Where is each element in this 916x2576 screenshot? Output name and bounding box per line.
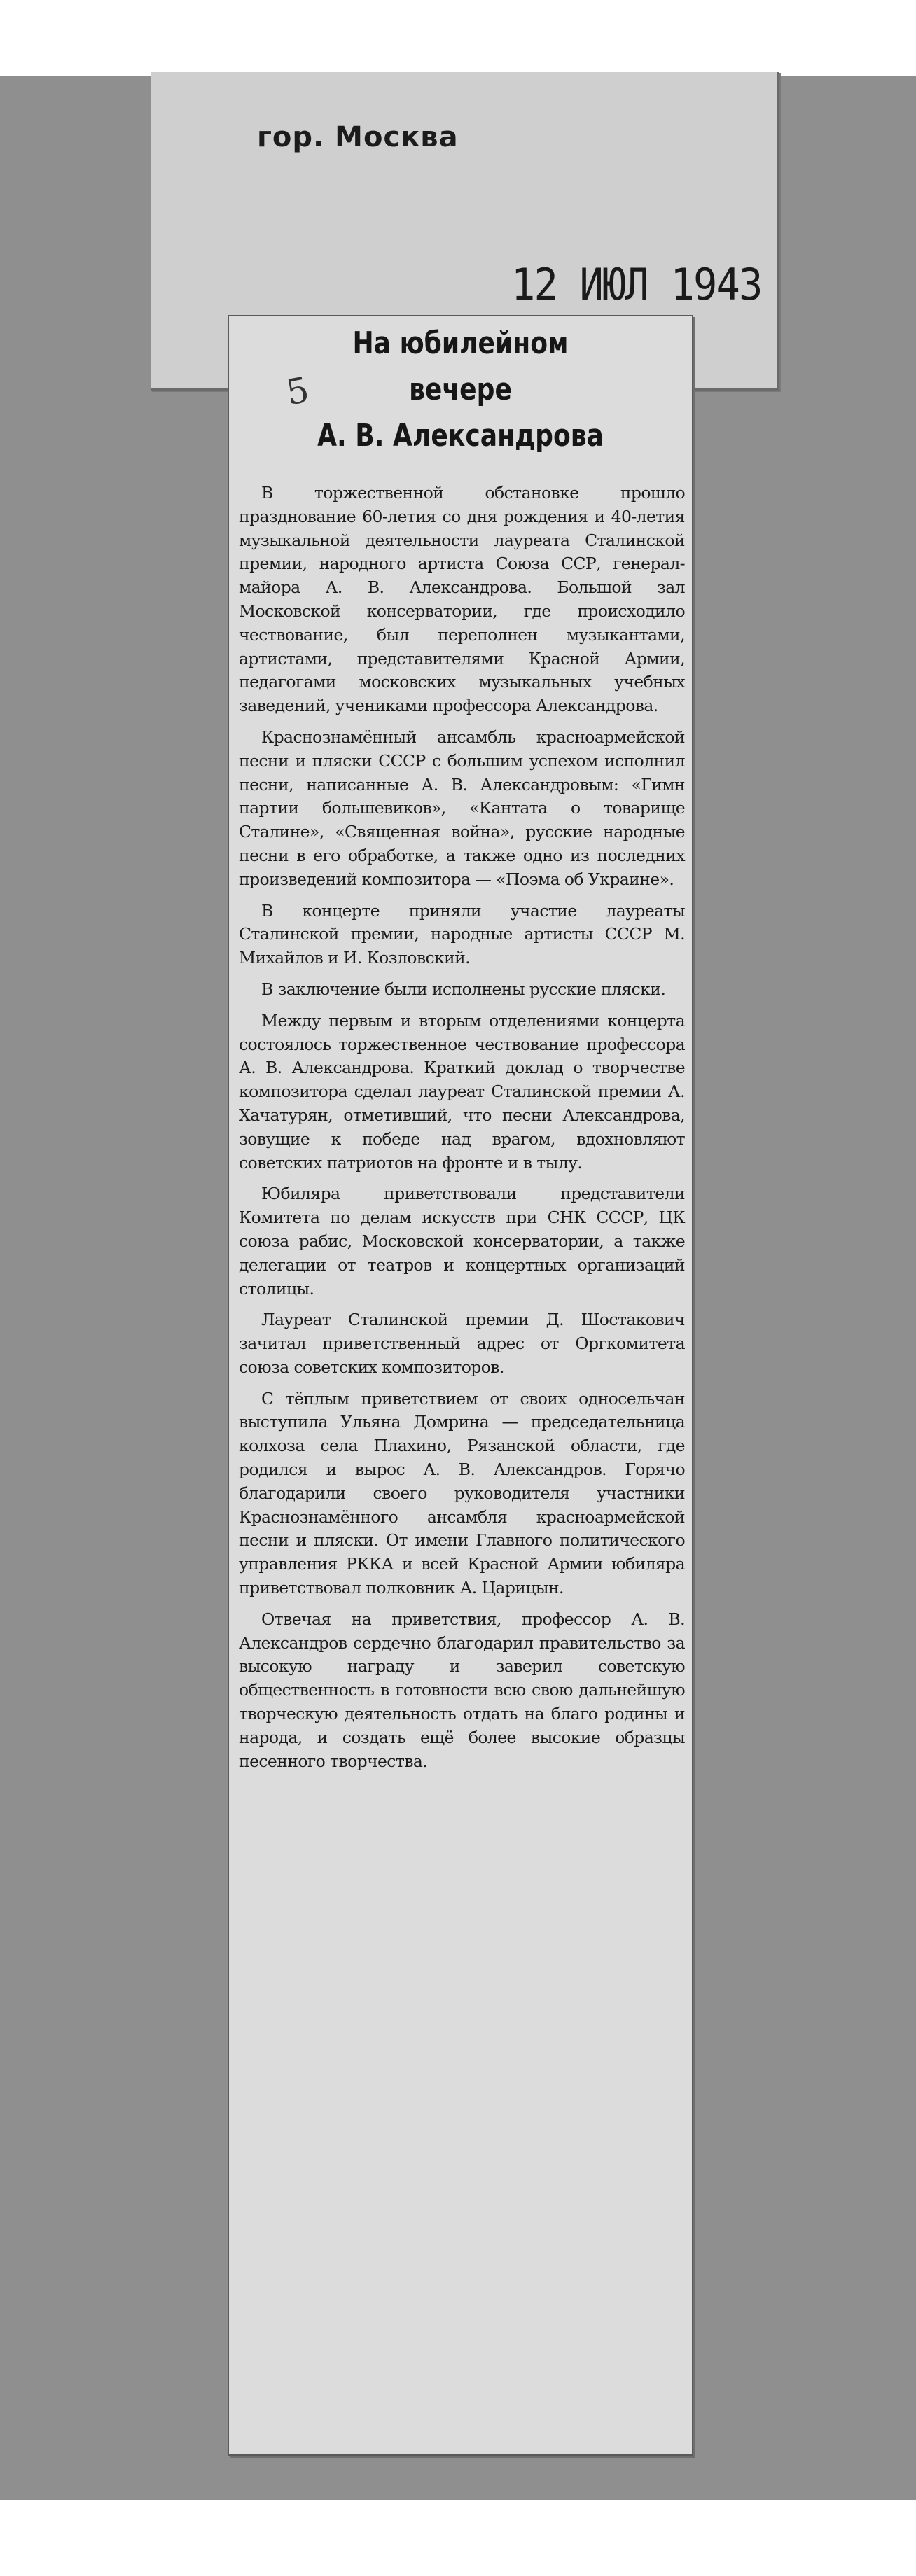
source-city-label: гор. Москва <box>257 121 459 153</box>
date-stamp: 12 ИЮЛ 1943 <box>511 259 762 310</box>
article-body <box>229 482 692 1773</box>
article-paragraph: Юбиляра приветствовали представители Комитета по делам искусств при СНК СССР, ЦК союза рабис, Московской консерватории, а также делегации от театров и концертных организаций столицы. <box>239 1184 685 1298</box>
article-paragraph: В концерте приняли участие лауреаты Сталинской премии, народные артисты СССР М. Михайлов и И. Козловский. <box>239 900 685 968</box>
article-paragraph: В заключение были исполнены русские пляски. <box>261 979 666 999</box>
article-paragraph: Отвечая на приветствия, профессор А. В. Александров сердечно благодарил правительство за высокую награду и заверил советскую общественность в готовности всю свою дальнейшую творческую деятельность отдать на благо родины и народа, и создать ещё более высокие образцы песенного творчества. <box>239 1609 685 1771</box>
article-headline <box>229 316 692 482</box>
article-paragraph: Краснознамённый ансамбль красноармейской песни и пляски СССР с большим успехом исполнил песни, написанные А. В. Александровым: «Гимн партии большевиков», «Кантата о товарище Сталине», «Священная война», русские народные песни в его обработке, а также одно из последних произведений композитора — «Поэма об Украине». <box>239 727 685 889</box>
article-paragraph: С тёплым приветствием от своих односельчан выступила Ульяна Домрина — председательница колхоза села Плахино, Рязанской области, где родился и вырос А. В. Александров. Горячо благодарили своего руководителя участники Краснознамённого ансамбля красноармейской песни и пляски. От имени Главного политического управления РККА и всей Красной Армии юбиляра приветствовал полковник А. Царицын. <box>239 1388 685 1598</box>
newspaper-clipping <box>228 315 693 2456</box>
article-paragraph: В торжественной обстановке прошло празднование 60-летия со дня рождения и 40-летия музыкальной деятельности лауреата Сталинской премии, народного артиста Союза ССР, генерал-майора А. В. Александрова. Большой зал Московской консерватории, где происходило чествование, был переполнен музыкантами, артистами, представителями Красной Армии, педагогами московских музыкальных учебных заведений, учениками профессора Александрова. <box>239 483 685 716</box>
headline-line-3: А. В. Александрова <box>317 418 604 454</box>
article-paragraph: Лауреат Сталинской премии Д. Шостакович зачитал приветственный адрес от Оргкомитета союза советских композиторов. <box>239 1310 685 1377</box>
article-paragraph: Между первым и вторым отделениями концерта состоялось торжественное чествование профессора А. В. Александрова. Краткий доклад о творчестве композитора сделал лауреат Сталинской премии А. Хачатурян, отметивший, что песни Александрова, зовущие к победе над врагом, вдохновляют советских патриотов на фронте и в тылу. <box>239 1010 685 1172</box>
handwritten-clipping-number: 5 <box>283 369 312 414</box>
headline-line-1: На юбилейном <box>352 326 569 361</box>
headline-line-2: вечере <box>409 372 512 407</box>
